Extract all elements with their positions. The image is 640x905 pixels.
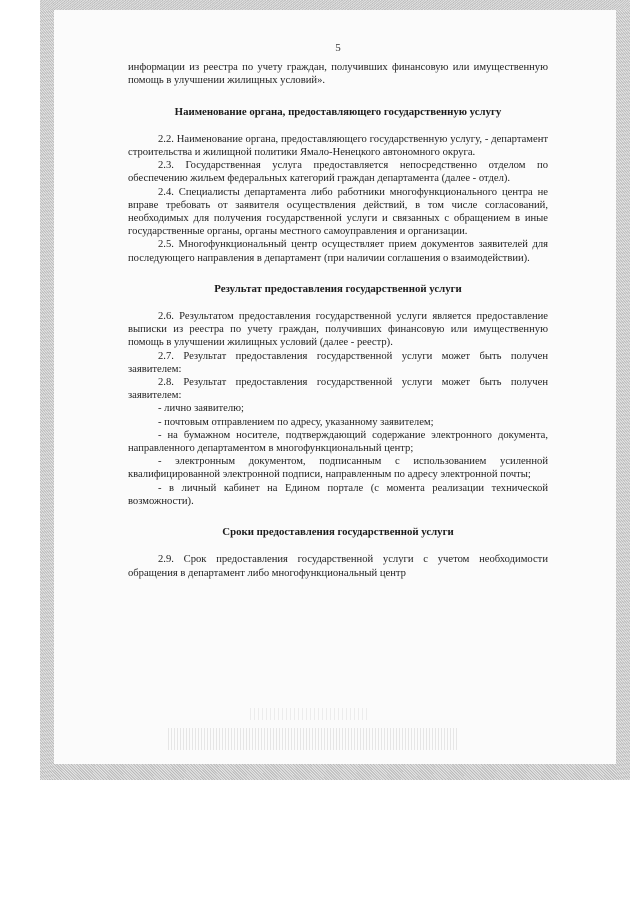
- list-item: - лично заявителю;: [158, 403, 244, 415]
- scan-noise: [168, 728, 458, 750]
- intro-paragraph: информации из реестра по учету граждан, получивших финансовую или имущественную помощь в улучшении жилищных условий».: [128, 62, 548, 87]
- paragraph-2-8: 2.8. Результат предоставления государственной услуги может быть получен заявителем:: [128, 377, 548, 402]
- paragraph-2-2: 2.2. Наименование органа, предоставляющего государственную услугу, - департамент строительства и жилищной политики Ямало-Ненецкого автономного округа.: [128, 133, 548, 159]
- paragraph-2-7: 2.7. Результат предоставления государственной услуги может быть получен заявителем:: [128, 350, 548, 375]
- page-number: 5: [335, 42, 341, 54]
- paragraph-2-3: 2.3. Государственная услуга предоставляется непосредственно отделом по обеспечению жильем федеральных категорий граждан департамента (далее - отдел).: [128, 160, 548, 185]
- paragraph-2-4: 2.4. Специалисты департамента либо работники многофункционального центра не вправе требовать от заявителя осуществления действий, в том числе согласований, необходимых для получения государственной услуги и связанных с обращением в иные государственные органы, органы местного самоуправления и организации.: [128, 186, 548, 238]
- paragraph-2-5: 2.5. Многофункциональный центр осуществляет прием документов заявителей для последующего направления в департамент (при наличии соглашения о взаимодействии).: [128, 239, 548, 264]
- list-item: - почтовым отправлением по адресу, указанному заявителем;: [158, 416, 434, 428]
- scan-noise: [250, 708, 370, 720]
- paragraph-2-9: 2.9. Срок предоставления государственной услуги с учетом необходимости обращения в департамент либо многофункциональный центр: [128, 554, 548, 579]
- document-page: [128, 42, 548, 580]
- paragraph-2-6: 2.6. Результатом предоставления государственной услуги является предоставление выписки из реестра по учету граждан, получивших финансовую или имущественную помощь в улучшении жилищных условий (далее - реестр).: [128, 311, 548, 349]
- section-heading-terms: Сроки предоставления государственной услуги: [222, 526, 454, 539]
- list-item: - в личный кабинет на Едином портале (с момента реализации технической возможности).: [128, 482, 548, 507]
- list-item: - на бумажном носителе, подтверждающий содержание электронного документа, направленного департаментом в многофункциональный центр;: [128, 429, 548, 455]
- section-heading-result: Результат предоставления государственной услуги: [214, 282, 462, 295]
- list-item: - электронным документом, подписанным с использованием усиленной квалифицированной электронной подписи, направленным по адресу электронной почты;: [128, 456, 548, 481]
- section-heading-organ: Наименование органа, предоставляющего государственную услугу: [174, 105, 502, 118]
